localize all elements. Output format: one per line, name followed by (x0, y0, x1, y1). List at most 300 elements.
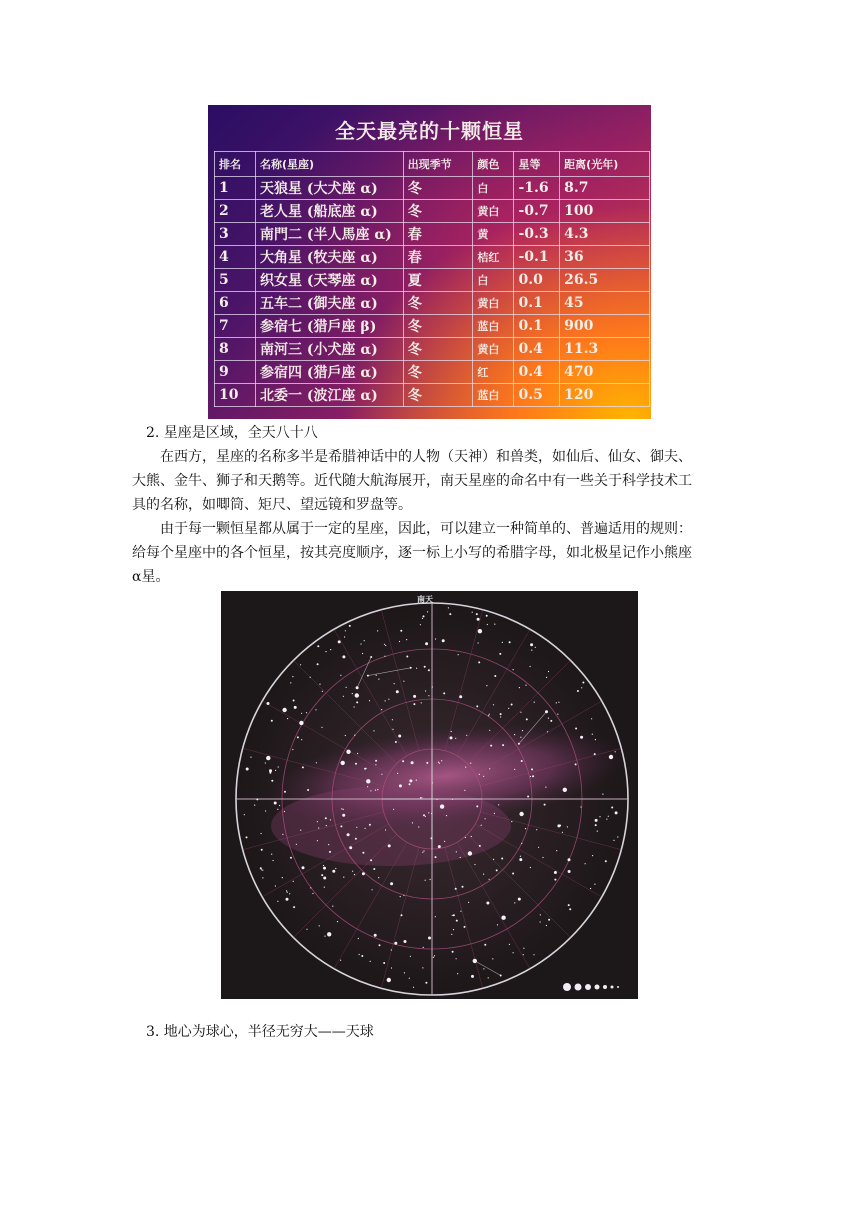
star (428, 937, 431, 940)
star (275, 770, 276, 771)
star (404, 940, 407, 943)
star (489, 730, 490, 731)
star (423, 947, 424, 948)
star (300, 664, 301, 665)
cell-distance: 100 (560, 200, 650, 223)
cell-color: 黄白 (473, 200, 514, 223)
star (256, 798, 258, 800)
star (385, 829, 386, 830)
table-row (215, 361, 650, 384)
cell-distance: 11.3 (560, 338, 650, 361)
cell-season: 冬 (403, 200, 473, 223)
star (518, 898, 521, 901)
cell-name: 织女星 (天琴座 α) (256, 269, 404, 292)
star (423, 615, 425, 617)
star (498, 804, 499, 805)
cell-name: 南門二 (半人馬座 α) (256, 223, 404, 246)
star (302, 866, 305, 869)
star (376, 675, 377, 676)
star (568, 904, 570, 906)
star (493, 704, 494, 705)
cell-distance: 900 (560, 315, 650, 338)
star (406, 656, 408, 658)
star (478, 629, 482, 633)
star (338, 640, 341, 643)
cell-magnitude: 0.5 (514, 384, 560, 407)
star (554, 879, 556, 881)
star (609, 755, 613, 759)
star (558, 702, 559, 703)
star (370, 790, 371, 791)
star (615, 751, 616, 752)
star (439, 763, 440, 764)
star (244, 814, 245, 815)
star (523, 948, 524, 949)
cell-season: 冬 (403, 315, 473, 338)
star (315, 709, 316, 710)
star (341, 761, 345, 765)
cell-magnitude: 0.1 (514, 315, 560, 338)
star (323, 865, 324, 866)
star (478, 661, 480, 663)
star (489, 768, 490, 769)
paragraph-line: 大熊、金牛、狮子和天鹅等。近代随大航海展开，南天星座的命名中有一些关于科学技术工 (132, 473, 692, 489)
star (422, 618, 423, 619)
star (568, 858, 571, 861)
star (370, 859, 372, 861)
star (575, 763, 577, 765)
star (500, 716, 501, 717)
star (381, 709, 382, 710)
star (556, 850, 557, 851)
star (406, 639, 407, 640)
table-row (215, 315, 650, 338)
cell-name: 南河三 (小犬座 α) (256, 338, 404, 361)
star (323, 877, 326, 880)
star (556, 702, 557, 703)
star (325, 817, 327, 819)
star (456, 958, 457, 959)
star (286, 898, 289, 901)
star (409, 978, 410, 979)
star (460, 911, 461, 912)
star (282, 834, 283, 835)
star (410, 667, 412, 669)
star (356, 701, 358, 703)
star (494, 813, 495, 814)
star (465, 767, 466, 768)
star (275, 885, 276, 886)
cell-magnitude: -0.3 (514, 223, 560, 246)
star (595, 819, 598, 822)
star (273, 860, 274, 861)
star (290, 857, 292, 859)
star (436, 799, 437, 800)
star (330, 819, 331, 820)
star (246, 768, 249, 771)
star (435, 856, 437, 858)
star (345, 630, 346, 631)
star (501, 858, 503, 860)
star (546, 925, 547, 926)
star (453, 914, 455, 916)
star (542, 857, 543, 858)
star (322, 691, 323, 692)
star (381, 774, 382, 775)
cell-name: 北委一 (波江座 α) (256, 384, 404, 407)
star (355, 838, 357, 840)
section-2-heading: 2. 星座是区域，全天八十八 (146, 425, 318, 441)
star (508, 708, 509, 709)
star (262, 870, 263, 871)
star (394, 683, 395, 684)
star (392, 729, 393, 730)
star (367, 675, 369, 677)
star (400, 630, 402, 632)
cell-rank: 3 (215, 223, 256, 246)
star (384, 644, 385, 645)
star (413, 703, 415, 705)
star (483, 874, 484, 875)
star (307, 789, 309, 791)
cell-season: 夏 (403, 269, 473, 292)
star (606, 819, 607, 820)
star (513, 669, 514, 670)
star (265, 762, 266, 763)
star (375, 760, 377, 762)
star (530, 643, 533, 646)
star (520, 712, 521, 713)
cell-magnitude: 0.1 (514, 292, 560, 315)
star (321, 727, 322, 728)
star (544, 804, 546, 806)
paragraph-line: 由于每一颗恒星都从属于一定的星座，因此，可以建立一种简单的、普遍适用的规则： (160, 521, 692, 537)
star (426, 762, 428, 764)
star (319, 684, 320, 685)
star (434, 955, 435, 956)
star (441, 760, 442, 761)
star (271, 720, 273, 722)
star (499, 653, 501, 655)
star (608, 816, 609, 817)
star (548, 919, 550, 921)
star (401, 914, 403, 916)
star (418, 826, 419, 827)
star (605, 860, 607, 862)
star (310, 887, 311, 888)
star (392, 719, 393, 720)
star (412, 822, 413, 823)
star (567, 826, 568, 827)
star (545, 710, 548, 713)
star (451, 731, 452, 732)
star (354, 874, 355, 875)
star (521, 760, 523, 762)
star (501, 916, 505, 920)
star (483, 968, 484, 969)
star (433, 957, 434, 958)
star (446, 815, 447, 816)
star (425, 642, 428, 645)
star (373, 868, 375, 870)
star (468, 851, 472, 855)
star (293, 881, 294, 882)
star (265, 810, 266, 811)
star (362, 653, 363, 654)
star (354, 706, 355, 707)
star (409, 779, 412, 782)
star (592, 734, 593, 735)
cell-magnitude: 0.4 (514, 361, 560, 384)
star (470, 763, 471, 764)
star (277, 901, 278, 902)
star (488, 977, 489, 978)
star (413, 987, 414, 988)
star (473, 959, 477, 963)
star (535, 647, 536, 648)
star (478, 642, 479, 643)
star (329, 851, 331, 853)
star (379, 944, 381, 946)
star (548, 671, 549, 672)
cell-magnitude: 0.4 (514, 338, 560, 361)
star (421, 797, 422, 798)
table-row (215, 338, 650, 361)
star (373, 730, 374, 731)
star (306, 712, 307, 713)
star (474, 864, 475, 865)
star (410, 956, 411, 957)
star (318, 827, 319, 828)
header-distance: 距离(光年) (560, 152, 650, 177)
star (530, 867, 531, 868)
star (509, 641, 511, 643)
header-name: 名称(星座) (256, 152, 404, 177)
cell-rank: 7 (215, 315, 256, 338)
star (284, 791, 286, 793)
cell-season: 冬 (403, 384, 473, 407)
star (422, 967, 423, 968)
star (575, 728, 577, 730)
star (367, 786, 368, 787)
star (355, 763, 357, 765)
star (486, 615, 488, 617)
star (494, 675, 496, 677)
star (486, 902, 489, 905)
star (344, 636, 345, 637)
star (340, 675, 341, 676)
cell-season: 春 (403, 246, 473, 269)
star (301, 739, 302, 740)
star (546, 677, 547, 678)
star (324, 887, 325, 888)
star (471, 975, 474, 978)
star (428, 669, 430, 671)
star (269, 769, 272, 772)
star (471, 836, 472, 837)
star (254, 805, 255, 806)
star (479, 845, 481, 847)
star (520, 737, 521, 738)
star (462, 886, 464, 888)
header-season: 出现季节 (403, 152, 473, 177)
star (375, 764, 376, 765)
star (489, 879, 490, 880)
star (525, 828, 526, 829)
star (440, 804, 444, 808)
star (526, 718, 528, 720)
star (266, 756, 270, 760)
star (274, 802, 277, 805)
paragraph-line: 具的名称，如唧筒、矩尺、望远镜和罗盘等。 (132, 497, 412, 513)
star (399, 784, 402, 787)
cell-distance: 120 (560, 384, 650, 407)
star (370, 656, 372, 658)
star (545, 787, 546, 788)
star (420, 624, 421, 625)
star (284, 811, 285, 812)
star (335, 868, 336, 869)
cell-rank: 8 (215, 338, 256, 361)
star (423, 814, 425, 816)
star (512, 873, 514, 875)
star (460, 857, 461, 858)
cell-distance: 45 (560, 292, 650, 315)
star (261, 833, 262, 834)
star (390, 882, 393, 885)
star (310, 677, 311, 678)
star (432, 782, 433, 783)
star (292, 676, 293, 677)
star (422, 852, 423, 853)
star (514, 902, 515, 903)
cell-season: 冬 (403, 177, 473, 200)
star (455, 738, 456, 739)
cell-season: 冬 (403, 361, 473, 384)
star (290, 682, 291, 683)
star (513, 952, 514, 953)
star (340, 825, 342, 827)
star (286, 890, 287, 891)
star (511, 704, 513, 706)
cell-magnitude: 0.0 (514, 269, 560, 292)
star (293, 906, 295, 908)
star (355, 693, 359, 697)
star (352, 693, 353, 694)
star (594, 884, 595, 885)
star (319, 925, 320, 926)
star (294, 706, 297, 709)
table-row (215, 384, 650, 407)
star (260, 867, 262, 869)
cell-name: 大角星 (牧夫座 α) (256, 246, 404, 269)
star (394, 942, 397, 945)
milky-way-lower (271, 786, 511, 866)
star (520, 856, 521, 857)
star (327, 932, 331, 936)
star (343, 696, 344, 697)
star (562, 832, 563, 833)
star (548, 718, 549, 719)
table-row (215, 292, 650, 315)
star (357, 753, 358, 754)
star (438, 762, 439, 763)
star (400, 896, 401, 897)
star (289, 893, 290, 894)
star (448, 607, 449, 608)
star (519, 858, 522, 861)
paragraph-line: 给每个星座中的各个恒星，按其亮度顺序，逐一标上小写的希腊字母，如北极星记作小熊座 (132, 545, 692, 561)
star (383, 962, 385, 964)
star (453, 929, 454, 930)
star (317, 840, 318, 841)
star (346, 687, 347, 688)
section-3-heading: 3. 地心为球心，半径无穷大——天球 (146, 1024, 374, 1040)
star (425, 816, 426, 817)
cell-distance: 470 (560, 361, 650, 384)
star (341, 808, 342, 809)
cell-name: 老人星 (船底座 α) (256, 200, 404, 223)
brightest-stars-table (214, 151, 650, 407)
star (615, 811, 618, 814)
star (396, 690, 399, 693)
star (332, 870, 335, 873)
star (540, 921, 541, 922)
star (317, 821, 318, 822)
paragraph-line: 在西方，星座的名称多半是希腊神话中的人物（天神）和兽类，如仙后、仙女、御夫、 (160, 449, 692, 465)
star (569, 908, 571, 910)
star (547, 731, 548, 732)
star (458, 654, 459, 655)
cell-color: 蓝白 (473, 384, 514, 407)
star (349, 625, 351, 627)
star (581, 687, 582, 688)
star (477, 618, 480, 621)
star (532, 775, 534, 777)
star (395, 741, 397, 743)
star (452, 799, 453, 800)
star (493, 859, 494, 860)
cell-magnitude: -0.1 (514, 246, 560, 269)
star (444, 841, 445, 842)
star (346, 750, 350, 754)
star (332, 906, 333, 907)
star (525, 685, 526, 686)
star (595, 824, 597, 826)
star (306, 929, 307, 930)
star (377, 789, 378, 790)
cell-distance: 36 (560, 246, 650, 269)
star (456, 851, 457, 852)
star (557, 824, 560, 827)
star (536, 829, 537, 830)
star (442, 639, 445, 642)
star (287, 892, 288, 893)
star (301, 713, 302, 714)
star (464, 790, 465, 791)
star (416, 780, 417, 781)
star (278, 766, 279, 767)
header-magnitude: 星等 (514, 152, 560, 177)
table-row (215, 223, 650, 246)
star (246, 836, 248, 838)
star (425, 880, 426, 881)
cell-color: 黄白 (473, 292, 514, 315)
star (443, 692, 445, 694)
star (366, 779, 370, 783)
star (557, 714, 558, 715)
star (425, 982, 427, 984)
